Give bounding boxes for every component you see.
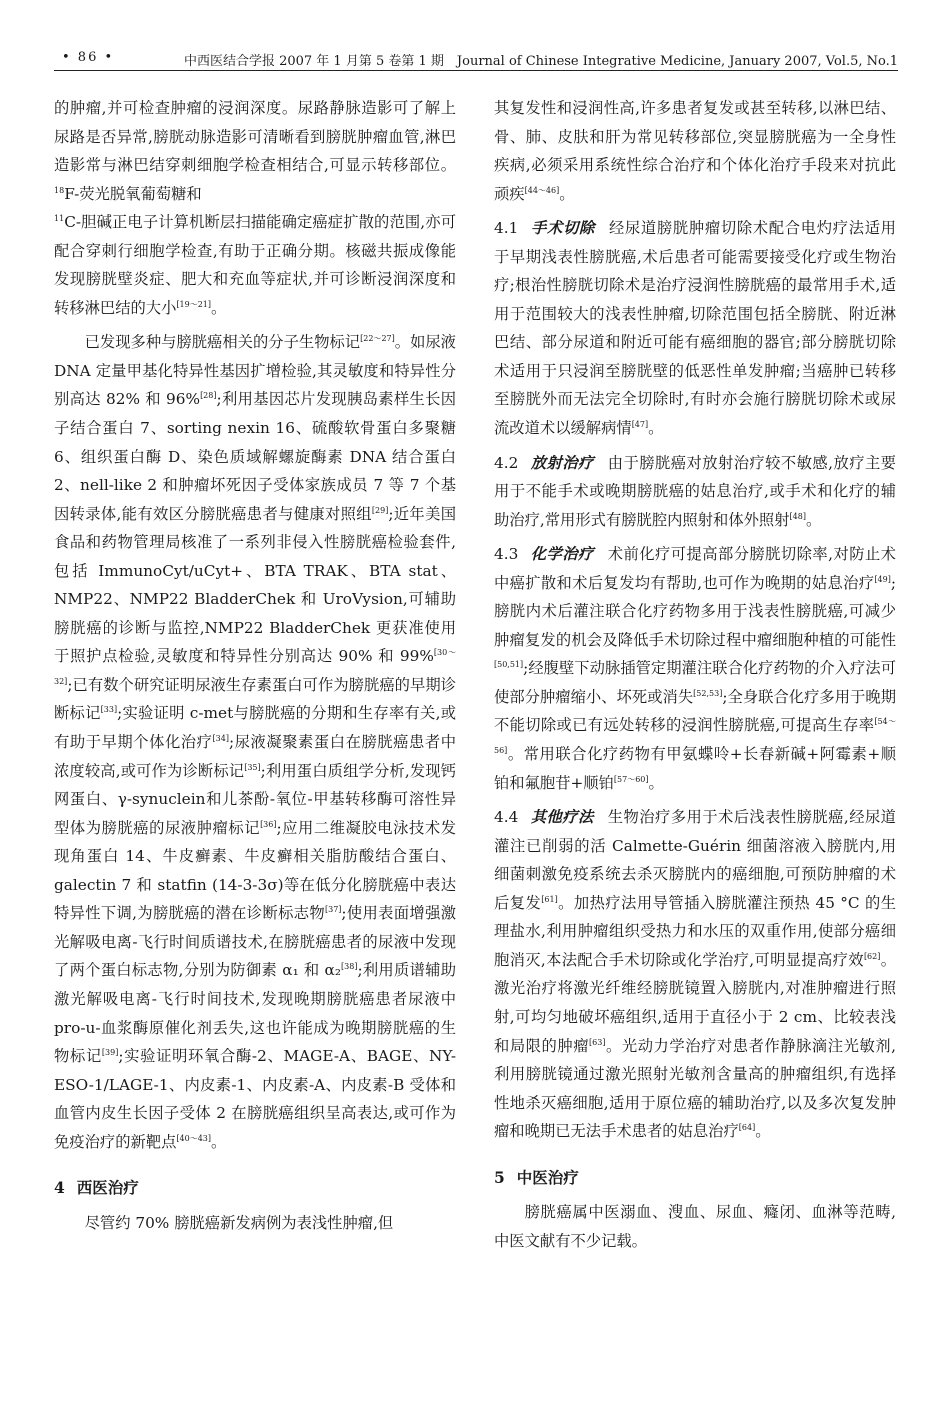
paragraph-imaging: 的肿瘤,并可检查肿瘤的浸润深度。尿路静脉造影可了解上尿路是否异常,膀胱动脉造影可清晰看到膀胱肿瘤血管,淋巴造影常与淋巴结穿刺细胞学检查相结合,可显示转移部位。$^{18}$F-荧光脱氧葡萄糖和 $^{11}$C-胆碱正电子计算机断层扫描能确定癌症扩散的范围,亦可配合穿刺行细胞学检查,有助于正确分期。核磁共振成像能发现膀胱壁炎症、肥大和充血等症状,并可诊断浸润深度和转移淋巴结的大小[19～21]。 — [54, 99, 456, 317]
right-column — [494, 94, 896, 1255]
journal-citation-line: 中西医结合学报 2007 年 1 月第 5 卷第 1 期 Journal of Chinese Integrative Medicine, January 2007, Vol.5, No.1 — [183, 54, 898, 69]
left-column — [54, 94, 456, 1237]
paragraph-western-continued: 其复发性和浸润性高,许多患者复发或甚至转移,以淋巴结、骨、肺、皮肤和肝为常见转移部位,突显膀胱癌为一全身性疾病,必须采用系统性综合治疗和个体化治疗手段来对抗此顽疾[44～46]。 — [494, 99, 896, 203]
subsection-surgery: 4.1 手术切除 经尿道膀胱肿瘤切除术配合电灼疗法适用于早期浅表性膀胱癌,术后患者可能需要接受化疗或生物治疗;根治性膀胱切除术是治疗浸润性膀胱癌的最常用手术,适用于范围较大的浅表性肿瘤,切除范围包括全膀胱、附近淋巴结、部分尿道和附近可能有癌细胞的器官;部分膀胱切除术适用于只浸润至膀胱壁的低恶性单发肿瘤;当癌肿已转移至膀胱外而无法完全切除时,有时亦会施行膀胱切除术或尿流改道术以缓解病情[47]。 — [494, 219, 896, 438]
paragraph-western-intro: 尽管约 70% 膀胱癌新发病例为表浅性肿瘤,但 — [84, 1213, 394, 1232]
paragraph-tcm-intro: 膀胱癌属中医溺血、溲血、尿血、癃闭、血淋等范畴,中医文献有不少记载。 — [494, 1203, 896, 1250]
subsection-other-therapies: 4.4 其他疗法 生物治疗多用于术后浅表性膀胱癌,经尿道灌注已削弱的活 Calmette-Guérin 细菌溶液入膀胱内,用细菌刺激免疫系统去杀灭膀胱内的癌细胞,可预防肿瘤的术后复发[61]。加热疗法用导管插入膀胱灌注预热 45 °C 的生理盐水,利用肿瘤组织受热力和水压的双重作用,使部分癌细胞消灭,本法配合手术切除或化学治疗,可明显提高疗效[62]。激光治疗将激光纤维经膀胱镜置入膀胱内,对准肿瘤进行照射,可均匀地破坏癌组织,适用于直径小于 2 cm、比较表浅和局限的肿瘤[63]。光动力学治疗对患者作静脉滴注光敏剂,利用膀胱镜通过激光照射光敏剂含量高的肿瘤组织,有选择性地杀灭癌细胞,适用于原位癌的辅助治疗,以及多次复发肿瘤和晚期已无法手术患者的姑息治疗[64]。 — [494, 808, 896, 1141]
page-number: • 86 • — [62, 50, 115, 65]
section-heading-tcm: 5 中医治疗 — [494, 1167, 579, 1187]
page-header — [54, 44, 898, 71]
subsection-chemotherapy: 4.3 化学治疗 术前化疗可提高部分膀胱切除率,对防止术中癌扩散和术后复发均有帮助,也可作为晚期的姑息治疗[49];膀胱内术后灌注联合化疗药物多用于浅表性膀胱癌,可减少肿瘤复发的机会及降低手术切除过程中瘤细胞种植的可能性[50,51];经腹壁下动脉插管定期灌注联合化疗药物的介入疗法可使部分肿瘤缩小、坏死或消失[52,53];全身联合化疗多用于晚期不能切除或已有远处转移的浸润性膀胱癌,可提高生存率[54～56]。常用联合化疗药物有甲氨蝶呤+长春新碱+阿霉素+顺铂和氟胞苷+顺铂[57～60]。 — [494, 545, 896, 792]
paragraph-biomarkers: 已发现多种与膀胱癌相关的分子生物标记[22～27]。如尿液 DNA 定量甲基化特异性基因扩增检验,其灵敏度和特异性分别高达 82% 和 96%[28];利用基因芯片发现胰岛素样生长因子结合蛋白 7、sorting nexin 16、硫酸软骨蛋白多聚糖 6、组织蛋白酶 D、染色质域解螺旋酶素 DNA 结合蛋白 2、nell-like 2 和肿瘤坏死因子受体家族成员 7 等 7 个基因转录体,能有效区分膀胱癌患者与健康对照组[29];近年美国食品和药物管理局核准了一系列非侵入性膀胱癌检验套件,包括 ImmunoCyt/uCyt+、BTA TRAK、BTA stat、NMP22、NMP22 BladderChek 和 UroVysion,可辅助膀胱癌的诊断与监控,NMP22 BladderChek 更获准使用于照护点检验,灵敏度和特异性分别高达 90% 和 99%[30～32];已有数个研究证明尿液生存素蛋白可作为膀胱癌的早期诊断标记[33];实验证明 c-met与膀胱癌的分期和生存率有关,或有助于早期个体化治疗[34];尿液凝聚素蛋白在膀胱癌患者中浓度较高,或可作为诊断标记[35];利用蛋白质组学分析,发现钙网蛋白、γ-synuclein和儿茶酚-氧位-甲基转移酶可溶性异型体为膀胱癌的尿液肿瘤标记[36];应用二维凝胶电泳技术发现角蛋白 14、牛皮癣素、牛皮癣相关脂肪酸结合蛋白、galectin 7 和 statfin (14-3-3σ)等在低分化膀胱癌中表达特异性下调,为膀胱癌的潜在诊断标志物[37];使用表面增强激光解吸电离-飞行时间质谱技术,在膀胱癌患者的尿液中发现了两个蛋白标志物,分别为防御素 α₁ 和 α₂[38];利用质谱辅助激光解吸电离-飞行时间技术,发现晚期膀胱癌患者尿液中 pro-u-血浆酶原催化剂丢失,这也许能成为晚期膀胱癌的生物标记[39];实验证明环氧合酶-2、MAGE-A、BAGE、NY-ESO-1/LAGE-1、内皮素-1、内皮素-A、内皮素-B 受体和血管内皮生长因子受体 2 在膀胱癌组织呈高表达,或可作为免疫治疗的新靶点[40～43]。 — [54, 333, 457, 1151]
section-heading-western-medicine: 4 西医治疗 — [54, 1178, 139, 1198]
subsection-radiotherapy: 4.2 放射治疗 由于膀胱癌对放射治疗较不敏感,放疗主要用于不能手术或晚期膀胱癌的姑息治疗,或手术和化疗的辅助治疗,常用形式有膀胱腔内照射和体外照射[48]。 — [494, 453, 896, 529]
